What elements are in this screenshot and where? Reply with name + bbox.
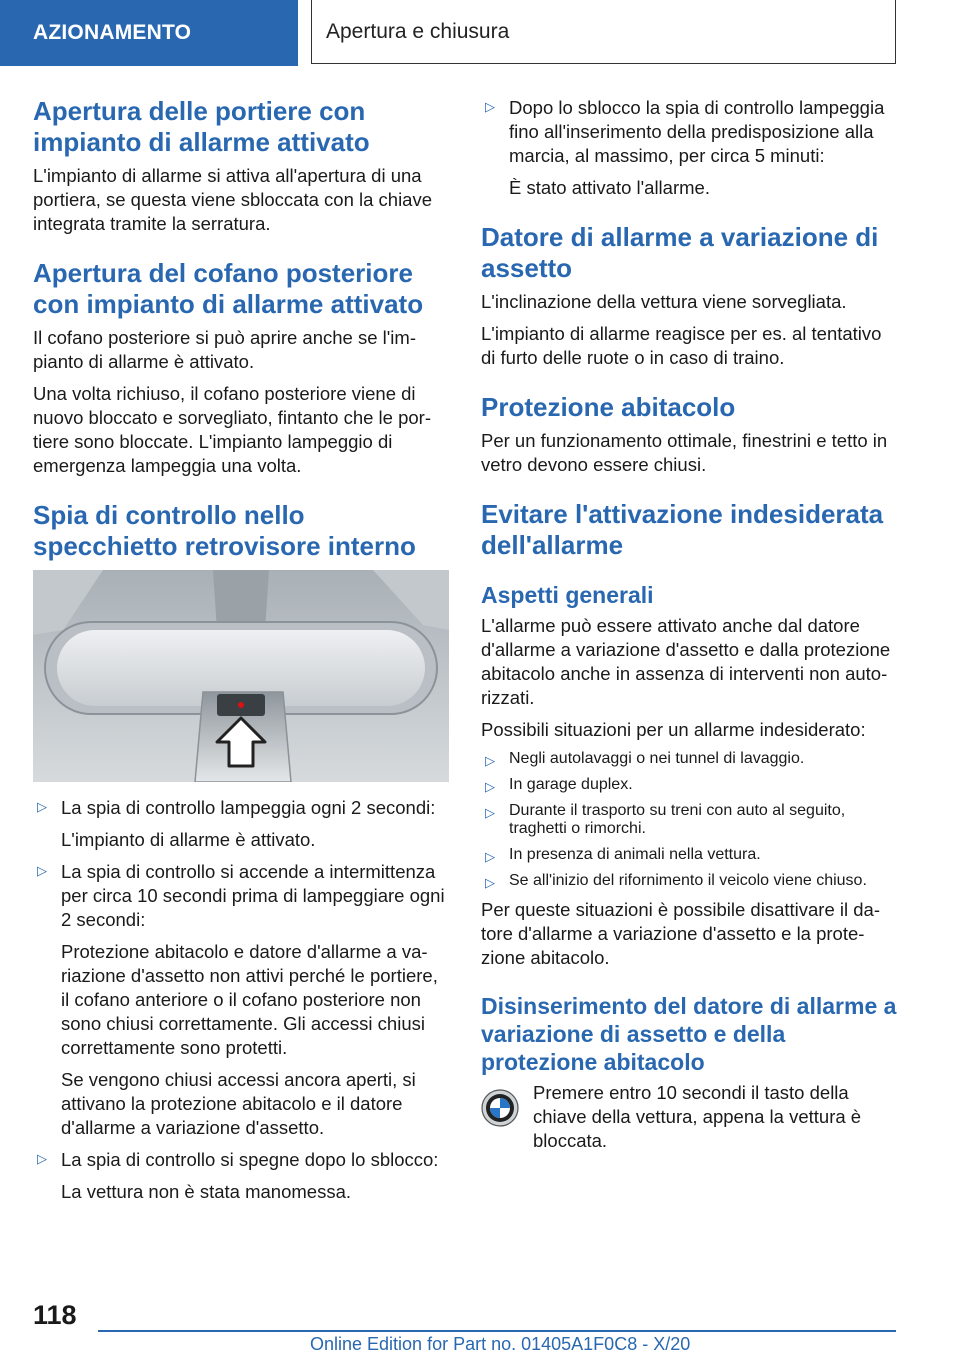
paragraph-cofano-2: Una volta richiuso, il cofano posteriore viene di nuovo bloccato e sorvegliato, fintanto che le portiere sono bloccate. L'impianto lampeggio di emergenza lampeggia una volta.	[33, 383, 432, 476]
list-item: ▷ Se all'inizio del rifornimento il veicolo viene chiuso.	[485, 872, 867, 890]
spia-bullet-list	[33, 796, 449, 1204]
heading-spia-controllo: Spia di controllo nello specchietto retrovisore interno	[33, 500, 416, 561]
triangle-right-icon: ▷	[485, 849, 495, 864]
footer-divider	[98, 1330, 896, 1332]
triangle-right-icon: ▷	[37, 1151, 47, 1166]
paragraph-aspetti-3: Per queste situazioni è possibile disattivare il datore d'allarme a variazione d'assetto e la protezione abitacolo.	[481, 899, 880, 968]
triangle-right-icon: ▷	[485, 779, 495, 794]
triangle-right-icon: ▷	[485, 753, 495, 768]
list-item: ▷ La spia di controllo si accende a intermittenza per circa 10 secondi prima di lampeggiare ogni 2 secondi: Protezione abitacolo e datore d'allarme a variazione d'assetto non attivi perché le portiere, il cofano anteriore o il cofano posteriore non sono chiusi correttamente. Gli accessi chiusi correttamente sono protetti. Se vengono chiusi accessi ancora aperti, si attivano la protezione abitacolo e il datore d'allarme a variazione d'assetto.	[37, 861, 445, 1138]
heading-datore-allarme: Datore di allarme a variazione di assetto	[481, 222, 879, 283]
left-column	[33, 96, 449, 1212]
heading-apertura-portiere: Apertura delle portiere con impianto di allarme attivato	[33, 96, 370, 157]
paragraph-disinserimento: Premere entro 10 secondi il tasto della chiave della vettura, appena la vettura è bloccata.	[533, 1082, 862, 1151]
list-item: ▷ In presenza di animali nella vettura.	[485, 846, 761, 864]
paragraph-portiere: L'impianto di allarme si attiva all'apertura di una portiera, se questa viene sbloccata con la chiave integrata tramite la serratura.	[33, 165, 433, 234]
list-item: ▷ In garage duplex.	[485, 776, 633, 794]
list-item: ▷ Durante il trasporto su treni con auto al seguito, traghetti o rimorchi.	[485, 802, 846, 837]
list-item: ▷ La spia di controllo si spegne dopo lo sblocco: La vettura non è stata manomessa.	[37, 1149, 439, 1202]
page-header	[0, 0, 960, 66]
paragraph-aspetti-2: Possibili situazioni per un allarme indesiderato:	[481, 719, 866, 740]
key-instruction	[481, 1081, 897, 1161]
section-tab: AZIONAMENTO	[0, 0, 298, 66]
paragraph-aspetti-1: L'allarme può essere attivato anche dal datore d'allarme a variazione d'assetto e dalla protezione abitacolo anche in assenza di interventi non autorizzati.	[481, 615, 891, 708]
list-item: ▷ Dopo lo sblocco la spia di controllo lampeggia fino all'inserimento della predisposizione alla marcia, al massimo, per circa 5 minuti: È stato attivato l'allarme.	[485, 97, 885, 198]
bmw-key-button-icon	[481, 1089, 519, 1127]
paragraph-cofano-1: Il cofano posteriore si può aprire anche se l'impianto di allarme è attivato.	[33, 327, 416, 372]
triangle-right-icon: ▷	[485, 875, 495, 890]
paragraph-protezione: Per un funzionamento ottimale, finestrini e tetto in vetro devono essere chiusi.	[481, 430, 888, 475]
rearview-mirror-figure	[33, 570, 449, 782]
paragraph-datore-2: L'impianto di allarme reagisce per es. al tentativo di furto delle ruote o in caso di traino.	[481, 323, 882, 368]
footer-edition: Online Edition for Part no. 01405A1F0C8 - X/20	[310, 1334, 691, 1354]
triangle-right-icon: ▷	[37, 863, 47, 878]
spia-bullet-list-continued	[481, 96, 897, 200]
triangle-right-icon: ▷	[485, 805, 495, 820]
triangle-right-icon: ▷	[37, 799, 47, 814]
heading-protezione-abitacolo: Protezione abitacolo	[481, 392, 736, 422]
list-item: ▷ La spia di controllo lampeggia ogni 2 secondi: L'impianto di allarme è attivato.	[37, 797, 436, 850]
triangle-right-icon: ▷	[485, 99, 495, 114]
page-number: 118	[33, 1300, 77, 1330]
list-item: ▷ Negli autolavaggi o nei tunnel di lavaggio.	[485, 750, 805, 768]
heading-apertura-cofano: Apertura del cofano posteriore con impianto di allarme attivato	[33, 258, 424, 319]
right-column	[481, 96, 897, 1161]
topic-title: Apertura e chiusura	[311, 0, 896, 64]
situazioni-list	[481, 750, 897, 890]
heading-aspetti-generali: Aspetti generali	[481, 582, 654, 608]
heading-disinserimento: Disinserimento del datore di allarme a variazione di assetto e della protezione abitacolo	[481, 993, 897, 1075]
paragraph-datore-1: L'inclinazione della vettura viene sorvegliata.	[481, 291, 847, 312]
heading-evitare-attivazione: Evitare l'attivazione indesiderata dell'allarme	[481, 499, 884, 560]
